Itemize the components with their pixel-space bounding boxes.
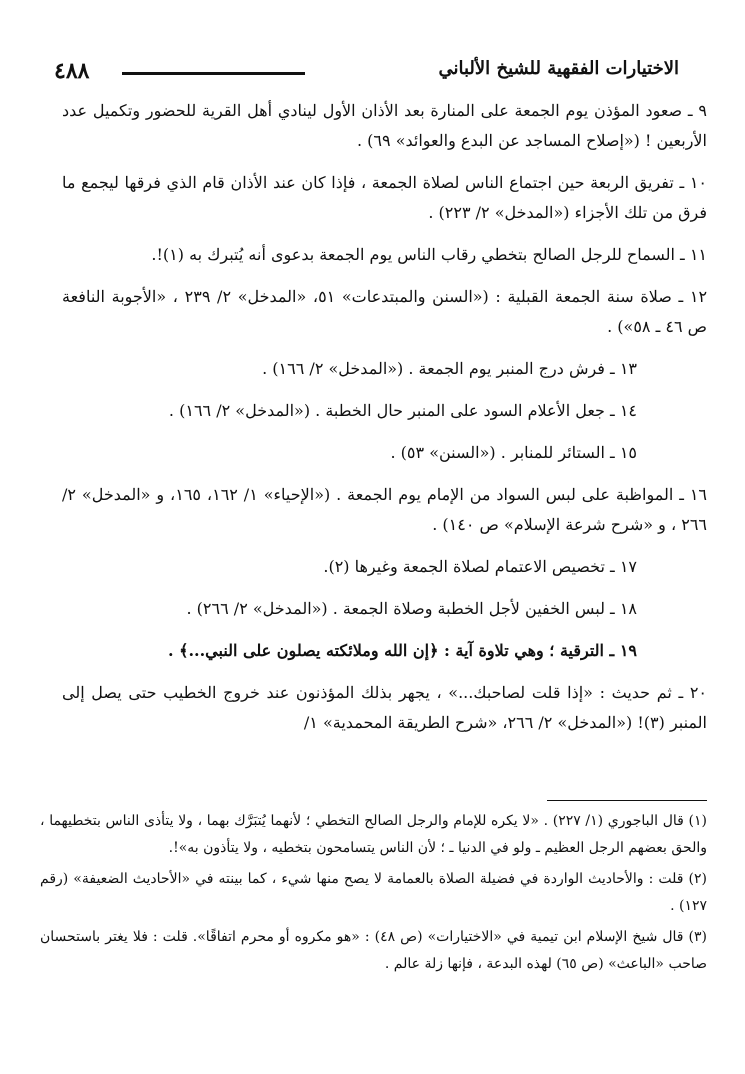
footnote: (٣) قال شيخ الإسلام ابن تيمية في «الاختيارات» (ص ٤٨) : «هو مكروه أو محرم اتفاقًا». قلت : فلا يغتر باستحسان صاحب «الباعث» (ص ٦٥) لهذه البدعة ، فإنها زلة عالم . <box>40 929 707 972</box>
main-text <box>62 96 707 750</box>
list-item: ١٩ ـ الترقية ؛ وهي تلاوة آية : ﴿إن الله وملائكته يصلون على النبي...﴾ . <box>167 641 637 660</box>
list-item: ٩ ـ صعود المؤذن يوم الجمعة على المنارة بعد الأذان الأول لينادي أهل القرية للحضور وتكميل عدد الأربعين ! («إصلاح المساجد عن البدع والعوائد» ٦٩) . <box>62 101 707 150</box>
list-item: ١١ ـ السماح للرجل الصالح بتخطي رقاب الناس يوم الجمعة بدعوى أنه يُتبرك به (١)!. <box>151 245 707 264</box>
list-item: ١٦ ـ المواظبة على لبس السواد من الإمام يوم الجمعة . («الإحياء» ١/ ١٦٢، ١٦٥، و «المدخل» ٢/ ٢٦٦ ، و «شرح شرعة الإسلام» ص ١٤٠) . <box>62 485 708 534</box>
list-item: ١٥ ـ الستائر للمنابر . («السنن» ٥٣) . <box>390 443 637 462</box>
footnote-rule <box>547 800 707 801</box>
list-item: ١٨ ـ لبس الخفين لأجل الخطبة وصلاة الجمعة . («المدخل» ٢/ ٢٦٦) . <box>186 599 637 618</box>
list-item: ١٤ ـ جعل الأعلام السود على المنبر حال الخطبة . («المدخل» ٢/ ١٦٦) . <box>168 401 637 420</box>
list-item: ١٠ ـ تفريق الربعة حين اجتماع الناس لصلاة الجمعة ، فإذا كان عند الأذان قام الذي فرقها ليجمع ما فرق من تلك الأجزاء («المدخل» ٢/ ٢٢٣) . <box>62 173 707 222</box>
header-rule <box>122 72 305 75</box>
page-number: ٤٨٨ <box>54 58 90 84</box>
page-header <box>40 56 705 88</box>
footnotes <box>40 808 707 982</box>
footnote: (٢) قلت : والأحاديث الواردة في فضيلة الصلاة بالعمامة لا يصح منها شيء ، كما بينته في «الأحاديث الضعيفة» (رقم ١٢٧) . <box>40 871 707 914</box>
list-item: ١٣ ـ فرش درج المنبر يوم الجمعة . («المدخل» ٢/ ١٦٦) . <box>262 359 637 378</box>
list-item: ١٧ ـ تخصيص الاعتمام لصلاة الجمعة وغيرها (٢). <box>323 557 637 576</box>
list-item: ٢٠ ـ ثم حديث : «إذا قلت لصاحبك...» ، يجهر بذلك المؤذنون عند خروج الخطيب حتى يصل إلى المنبر (٣)! («المدخل» ٢/ ٢٦٦، «شرح الطريقة المحمدية» ١/ <box>62 683 707 732</box>
running-title: الاختيارات الفقهية للشيخ الألباني <box>438 58 679 79</box>
footnote: (١) قال الباجوري (١/ ٢٢٧) . «لا يكره للإمام والرجل الصالح التخطي ؛ لأنهما يُتبَرَّك بهما ، ولا يتأذى الناس بتخطيهما ، والحق بعضهم الرجل العظيم ـ ولو في الدنيا ـ ؛ لأن الناس يتسامحون بتخطيه ، ولا يتأذون به»!. <box>40 813 707 856</box>
list-item: ١٢ ـ صلاة سنة الجمعة القبلية : («السنن والمبتدعات» ٥١، «المدخل» ٢/ ٢٣٩ ، «الأجوبة النافعة ص ٤٦ ـ ٥٨») . <box>62 287 708 336</box>
